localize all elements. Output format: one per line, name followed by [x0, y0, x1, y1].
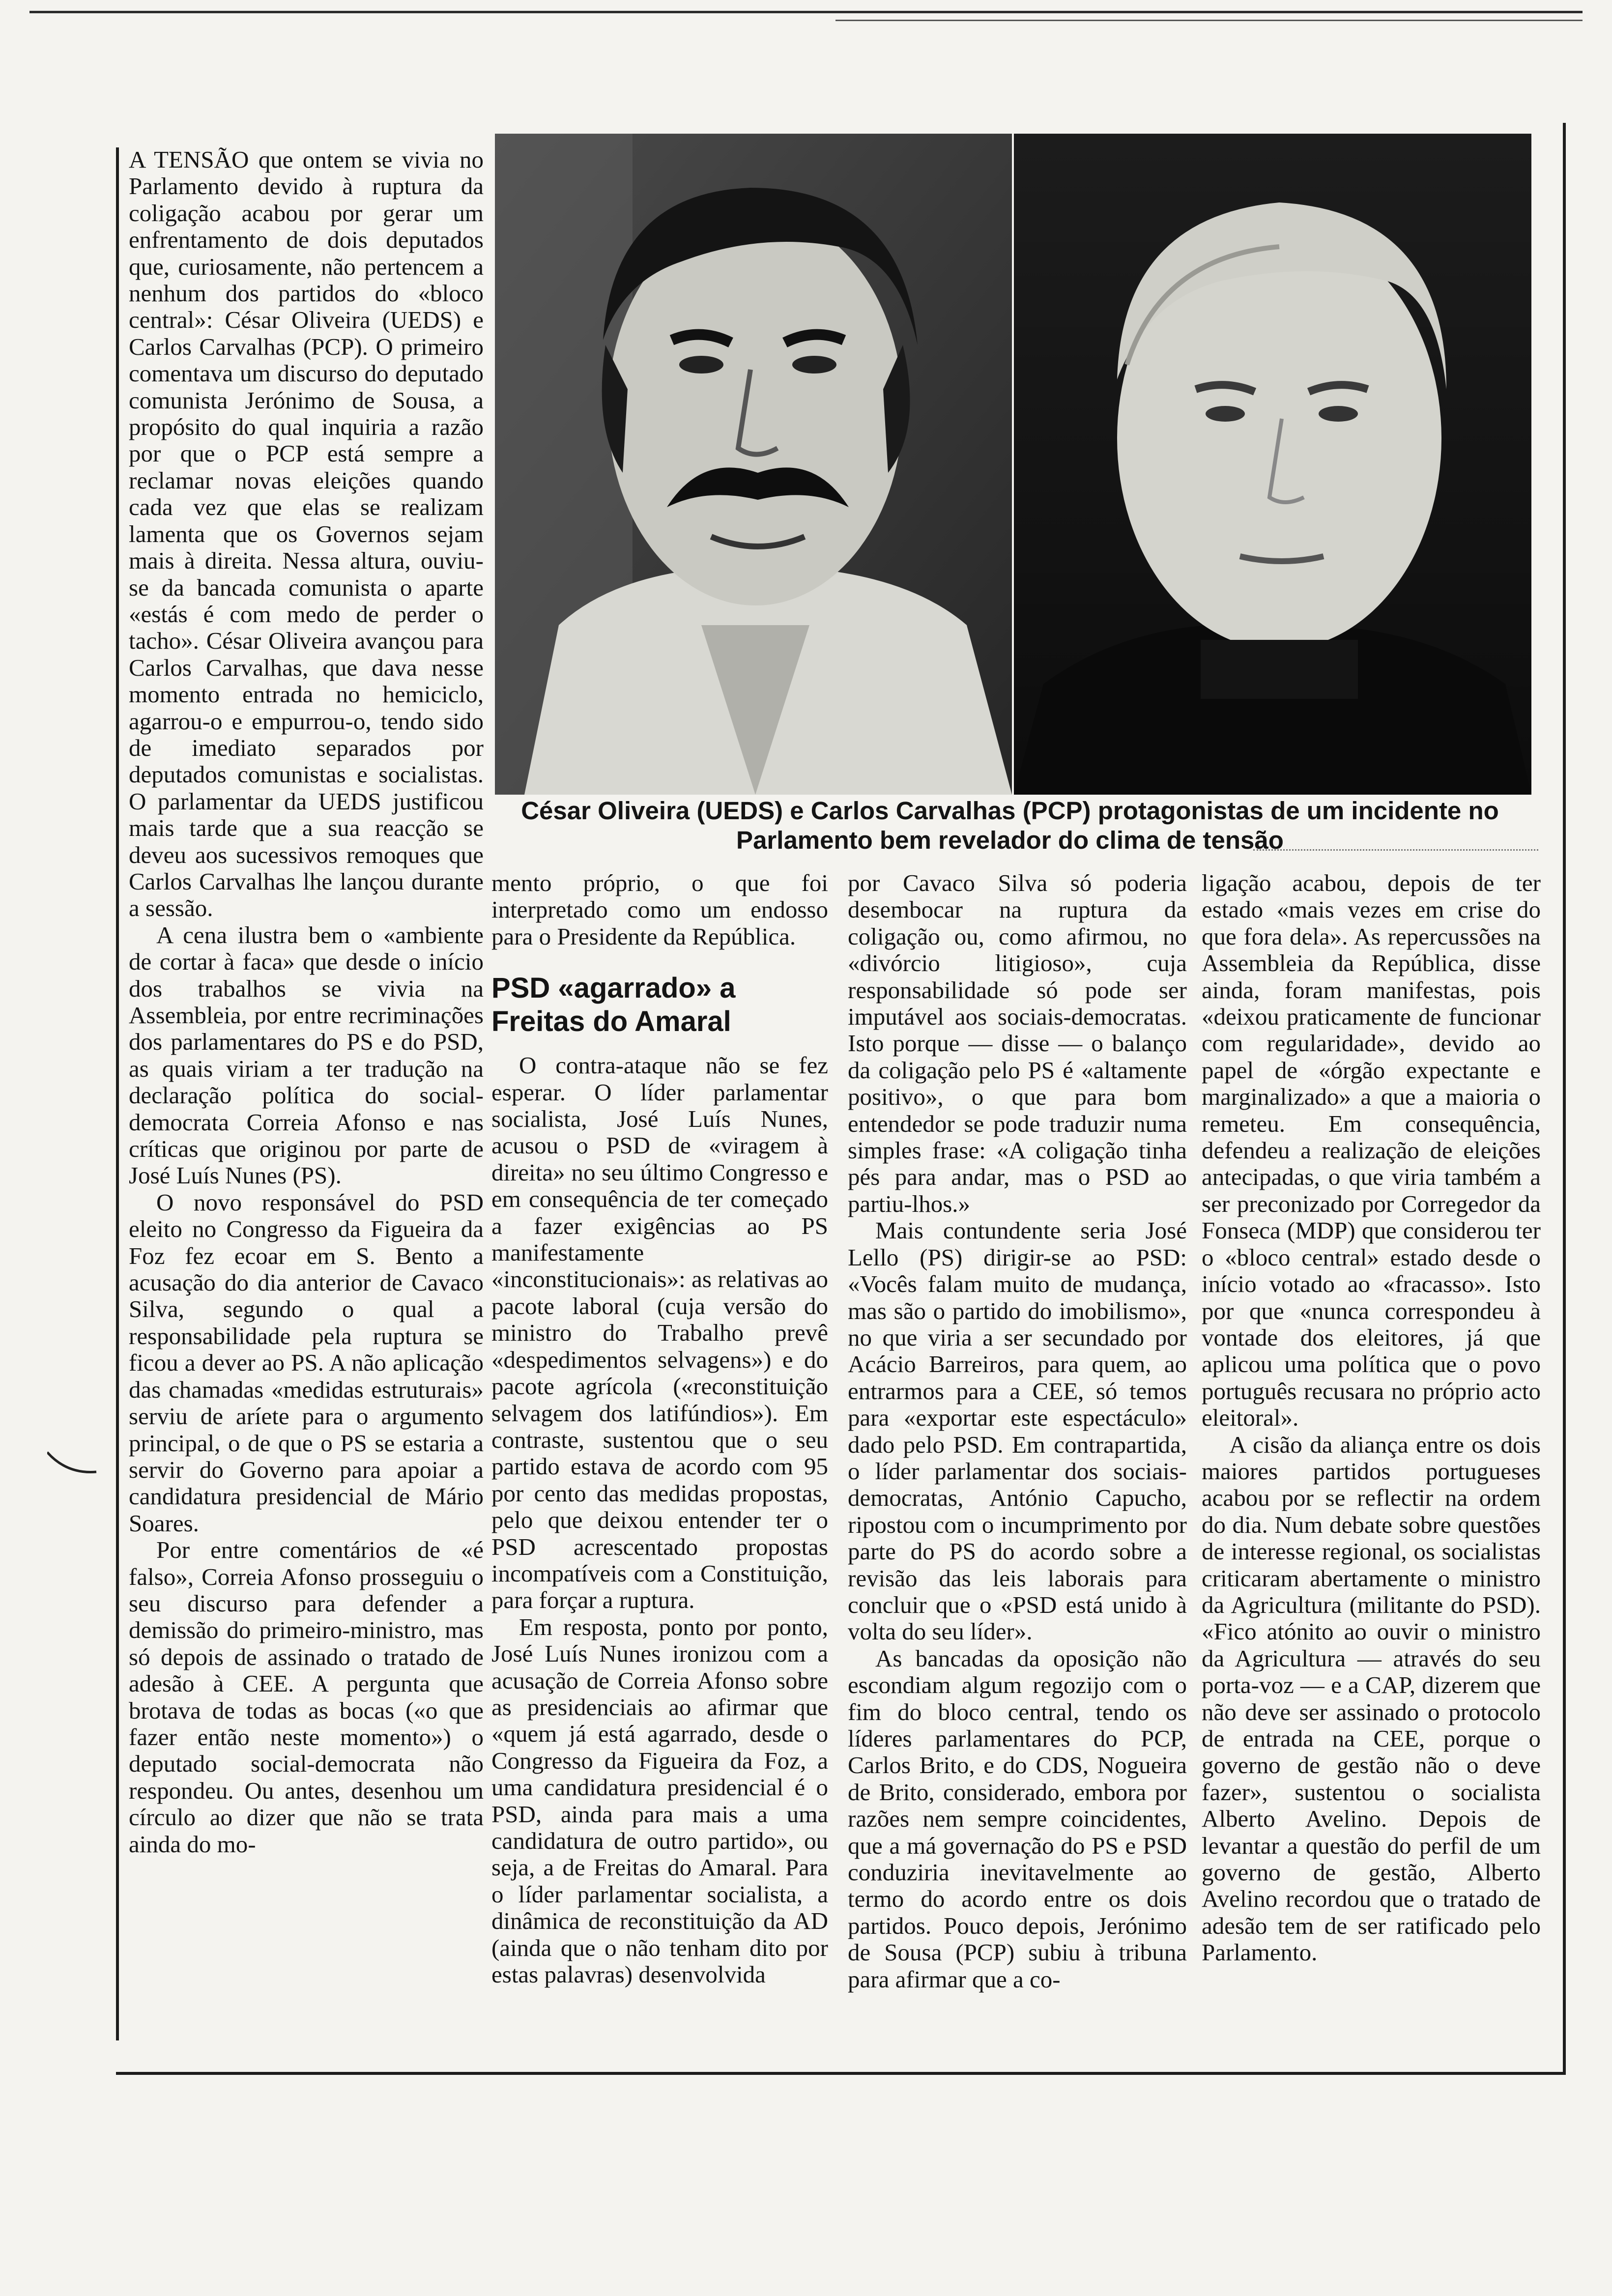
frame-bottom-rule [116, 2072, 1566, 2075]
top-rule [29, 11, 1583, 13]
article-column-2 [491, 870, 828, 1988]
paragraph: O novo responsável do PSD eleito no Congresso da Figueira da Foz fez ecoar em S. Bento a acusação do dia anterior de Cavaco Silva, segundo o qual a responsabilidade pela ruptura se ficou a dever ao PS. A não aplicação das chamadas «medidas estruturais» serviu de aríete para o argumento principal, o de que o PS se estaria a servir do Governo para apoiar a candidatura presidencial de Mário Soares. [129, 1188, 484, 1537]
photo-cesar-oliveira [495, 134, 1012, 795]
paragraph: Por entre comentários de «é falso», Correia Afonso prosseguiu o seu discurso para defender a demissão do primeiro-ministro, mas só depois de assinado o tratado de adesão à CEE. A pergunta que brotava de todas as bocas («o que fazer então neste momento») o deputado social-democrata não respondeu. Ou antes, desenhou um círculo ao dizer que não se trata ainda do mo- [129, 1536, 484, 1858]
top-rule-secondary [835, 20, 1583, 21]
photo-carlos-carvalhas [1014, 134, 1531, 795]
paragraph: A cena ilustra bem o «ambiente de cortar à faca» que desde o início dos trabalhos se vivia na Assembleia, por entre recriminações dos parlamentares do PS e do PSD, as quais viriam a ter tradução na declaração política do social-democrata Correia Afonso e nas críticas que originou por parte de José Luís Nunes (PS). [129, 921, 484, 1189]
paragraph: O contra-ataque não se fez esperar. O líder parlamentar socialista, José Luís Nunes, acusou o PSD de «viragem à direita» no seu último Congresso e em consequência de ter começado a fazer exigências ao PS manifestamente «inconstitucionais»: as relativas ao pacote laboral (cuja versão do ministro do Trabalho prevê «despedimentos selvagens») e do pacote agrícola («reconstituição selvagem dos latifúndios»). Em contraste, sustentou que o seu partido estava de acordo com 95 por cento das medidas propostas, pelo que deixou entender ter o PSD acrescentado propostas incompatíveis com a Constituição, para forçar a ruptura. [491, 1052, 828, 1614]
caption-dotted-rule [1253, 849, 1538, 851]
paragraph: ligação acabou, depois de ter estado «mais vezes em crise do que fora dela». As repercussões na Assembleia da República, disse ainda, foram manifestas, pois «deixou praticamente de funcionar com regularidade», devido ao papel de «órgão expectante e marginalizado» a que a maioria o remeteu. Em consequência, defendeu a realização de eleições antecipadas, o que viria também a ser preconizado por Corregedor da Fonseca (MDP) que considerou ter o «bloco central» estado desde o início votado ao «fracasso». Isto por que «nunca correspondeu à vontade dos eleitores, já que aplicou uma política que o povo português recusara no próprio acto eleitoral». [1202, 869, 1541, 1432]
paragraph: A TENSÃO que ontem se vivia no Parlamento devido à ruptura da coligação acabou por gerar um enfrentamento de dois deputados que, curiosamente, não pertencem a nenhum dos partidos do «bloco central»: César Oliveira (UEDS) e Carlos Carvalhas (PCP). O primeiro comentava um discurso do deputado comunista Jerónimo de Sousa, a propósito do qual inquiria a razão por que o PCP está sempre a reclamar novas eleições quando cada vez que elas se realizam lamenta que os Governos sejam mais à direita. Nessa altura, ouviu-se da bancada comunista o aparte «estás é com medo de perder o tacho». César Oliveira avançou para Carlos Carvalhas, que dava nesse momento entrada no hemiciclo, agarrou-o e empurrou-o, tendo sido de imediato separados por deputados comunistas e socialistas. O parlamentar da UEDS justificou mais tarde que a sua reacção se deveu aos sucessivos remoques que Carlos Carvalhas lhe lançou durante a sessão. [129, 146, 484, 922]
paragraph: Mais contundente seria José Lello (PS) dirigir-se ao PSD: «Vocês falam muito de mudança, mas são o partido do imobilismo», no que viria a ser secundado por Acácio Barreiros, para quem, ao entrarmos para a CEE, só temos para «exportar este espectáculo» dado pelo PSD. Em contrapartida, o líder parlamentar dos sociais-democratas, António Capucho, ripostou com o incumprimento por parte do PS do acordo sobre a revisão das leis laborais para concluir que o «PSD está unido à volta do seu líder». [848, 1217, 1187, 1645]
article-column-3 [848, 870, 1187, 1993]
photo-caption: César Oliveira (UEDS) e Carlos Carvalhas (PCP) protagonistas de um incidente no Parlamento bem revelador do clima de tensão [521, 797, 1499, 854]
frame-right-rule [1563, 123, 1566, 2074]
paragraph: mento próprio, o que foi interpretado como um endosso para o Presidente da República. [491, 869, 828, 950]
article-column-4 [1202, 870, 1541, 1966]
article-column-1 [129, 146, 484, 1858]
paragraph: Em resposta, ponto por ponto, José Luís Nunes ironizou com a acusação de Correia Afonso sobre as presidenciais ao afirmar que «quem já está agarrado, desde o Congresso da Figueira da Foz, a uma candidatura presidencial é o PSD, ainda para mais a uma candidatura de outro partido», ou seja, a de Freitas do Amaral. Para o líder parlamentar socialista, a dinâmica de reconstituição da AD (ainda que o não tenham dito por estas palavras) desenvolvida [491, 1613, 828, 1988]
paragraph: A cisão da aliança entre os dois maiores partidos portugueses acabou por se reflectir na ordem do dia. Num debate sobre questões de interesse regional, os socialistas criticaram abertamente o ministro da Agricultura (militante do PSD). «Fico atónito ao ouvir o ministro da Agricultura — através do seu porta-voz — e a CAP, dizerem que não deve ser assinado o protocolo de entrada na CEE, porque o governo de gestão não o deve fazer», sustentou o socialista Alberto Avelino. Depois de levantar a questão do perfil de um governo de gestão, Alberto Avelino recordou que o tratado de adesão tem de ser ratificado pelo Parlamento. [1202, 1431, 1541, 1966]
paragraph: As bancadas da oposição não escondiam algum regozijo com o fim do bloco central, tendo os líderes parlamentares do PCP, Carlos Brito, e do CDS, Nogueira de Brito, considerado, embora por razões nem sempre coincidentes, que a má governação do PS e PSD conduziria inevitavelmente ao termo do acordo entre os dois partidos. Pouco depois, Jerónimo de Sousa (PCP) subiu à tribuna para afirmar que a co- [848, 1644, 1187, 1993]
subheading: PSD «agarrado» a Freitas do Amaral [491, 972, 736, 1038]
paragraph: por Cavaco Silva só poderia desembocar na ruptura da coligação ou, como afirmou, no «divórcio litigioso», cuja responsabilidade só pode ser imputável aos sociais-democratas. Isto porque — disse — o balanço da coligação pelo PS é «altamente positivo», o que para bom entendedor se pode traduzir numa simples frase: «A coligação tinha pés para andar, mas o PSD ao partiu-lhos.» [848, 869, 1187, 1217]
frame-left-rule [116, 147, 119, 2040]
scissor-mark-icon [47, 1450, 101, 1479]
